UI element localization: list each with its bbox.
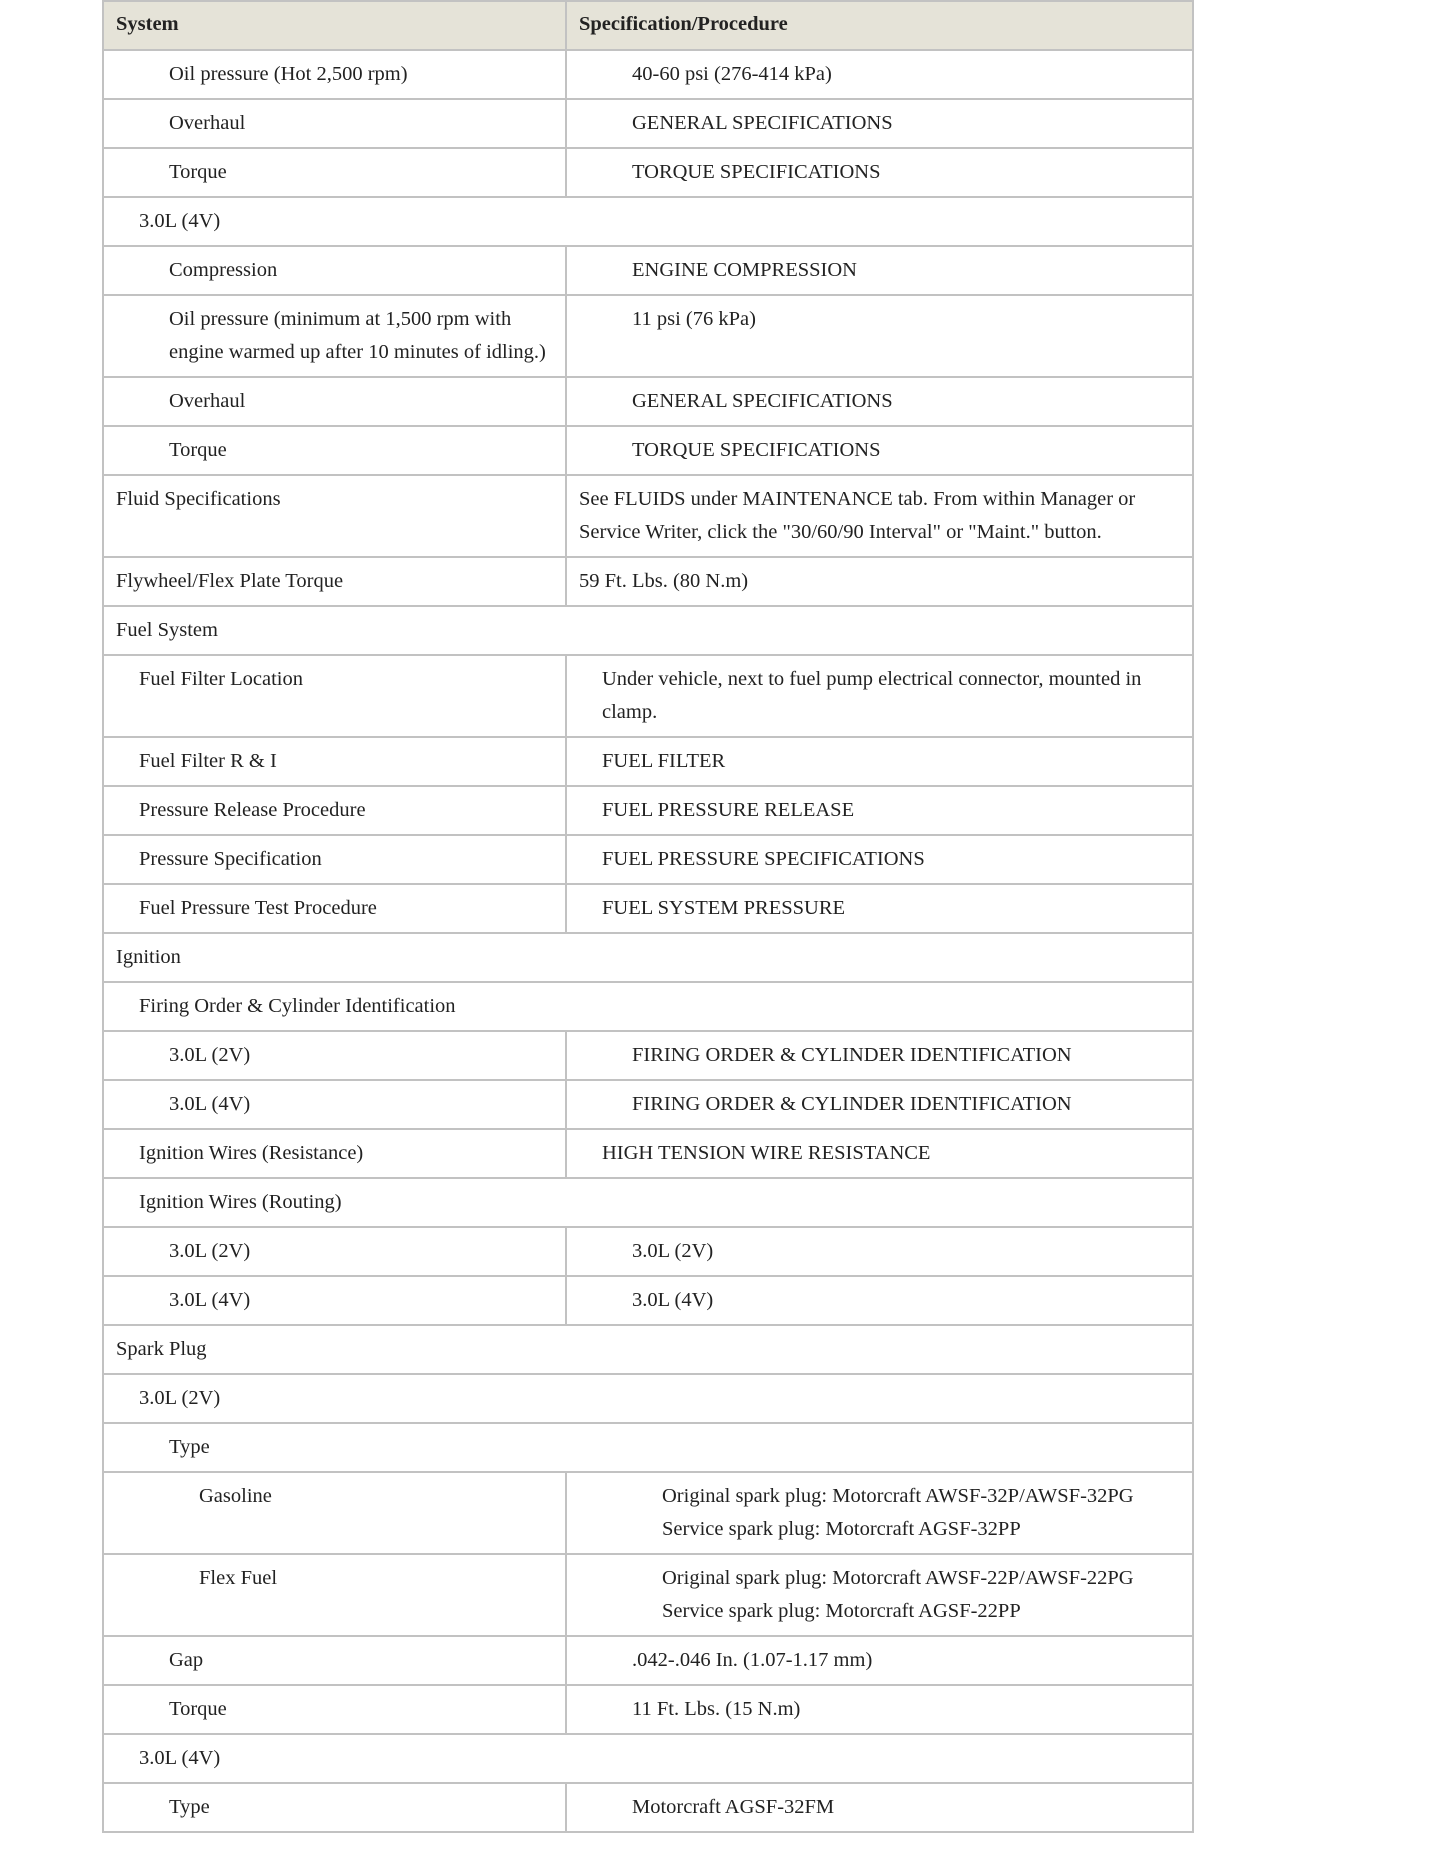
table-row [103,884,1193,933]
section-label: Ignition Wires (Routing) [103,1178,1193,1227]
section-label: Type [103,1423,1193,1472]
table-row [103,737,1193,786]
section-label: 3.0L (4V) [103,1734,1193,1783]
specification-cell: FIRING ORDER & CYLINDER IDENTIFICATION [566,1080,1193,1129]
system-cell: Fuel Pressure Test Procedure [103,884,566,933]
table-section-row [103,933,1193,982]
table-row [103,1080,1193,1129]
table-row [103,557,1193,606]
table-row [103,246,1193,295]
specification-cell: HIGH TENSION WIRE RESISTANCE [566,1129,1193,1178]
specification-cell: 59 Ft. Lbs. (80 N.m) [566,557,1193,606]
table-row [103,655,1193,737]
specification-cell: .042-.046 In. (1.07-1.17 mm) [566,1636,1193,1685]
system-cell: Gap [103,1636,566,1685]
specification-cell: FUEL PRESSURE RELEASE [566,786,1193,835]
table-row [103,295,1193,377]
table-row [103,1685,1193,1734]
table-section-row [103,197,1193,246]
column-header-specification: Specification/Procedure [566,1,1193,50]
table-row [103,1472,1193,1554]
table-section-row [103,1374,1193,1423]
section-label: Spark Plug [103,1325,1193,1374]
system-cell: Overhaul [103,99,566,148]
table-section-row [103,982,1193,1031]
section-label: 3.0L (2V) [103,1374,1193,1423]
section-label: Firing Order & Cylinder Identification [103,982,1193,1031]
section-label: 3.0L (4V) [103,197,1193,246]
section-label: Ignition [103,933,1193,982]
table-row [103,786,1193,835]
specification-cell: See FLUIDS under MAINTENANCE tab. From within Manager or Service Writer, click the "30/60/90 Interval" or "Maint." button. [566,475,1193,557]
table-row [103,1636,1193,1685]
table-section-row [103,1178,1193,1227]
table-row [103,148,1193,197]
table-row [103,377,1193,426]
specification-cell: FIRING ORDER & CYLINDER IDENTIFICATION [566,1031,1193,1080]
system-cell: Type [103,1783,566,1832]
specification-cell: TORQUE SPECIFICATIONS [566,148,1193,197]
table-row [103,1031,1193,1080]
specification-cell: 3.0L (2V) [566,1227,1193,1276]
system-cell: Torque [103,1685,566,1734]
system-cell: Torque [103,148,566,197]
specification-cell: ENGINE COMPRESSION [566,246,1193,295]
table-header-row [103,1,1193,50]
system-cell: Fuel Filter R & I [103,737,566,786]
specification-cell: FUEL SYSTEM PRESSURE [566,884,1193,933]
table-body [103,50,1193,1832]
table-section-row [103,1325,1193,1374]
system-cell: Torque [103,426,566,475]
system-cell: 3.0L (4V) [103,1276,566,1325]
system-cell: Oil pressure (Hot 2,500 rpm) [103,50,566,99]
specification-cell: GENERAL SPECIFICATIONS [566,377,1193,426]
table-section-row [103,606,1193,655]
table-row [103,426,1193,475]
specification-cell: FUEL FILTER [566,737,1193,786]
system-cell: Gasoline [103,1472,566,1554]
specification-cell: Motorcraft AGSF-32FM [566,1783,1193,1832]
table-row [103,50,1193,99]
specification-cell: Under vehicle, next to fuel pump electrical connector, mounted in clamp. [566,655,1193,737]
table-row [103,99,1193,148]
specification-cell: TORQUE SPECIFICATIONS [566,426,1193,475]
specification-cell: FUEL PRESSURE SPECIFICATIONS [566,835,1193,884]
system-cell: Compression [103,246,566,295]
system-cell: Oil pressure (minimum at 1,500 rpm with engine warmed up after 10 minutes of idling.) [103,295,566,377]
system-cell: Overhaul [103,377,566,426]
system-cell: Fuel Filter Location [103,655,566,737]
system-cell: 3.0L (2V) [103,1227,566,1276]
table-row [103,835,1193,884]
table-section-row [103,1734,1193,1783]
column-header-system: System [103,1,566,50]
table-row [103,1227,1193,1276]
table-section-row [103,1423,1193,1472]
system-cell: Flywheel/Flex Plate Torque [103,557,566,606]
specification-cell: Original spark plug: Motorcraft AWSF-22P/AWSF-22PG Service spark plug: Motorcraft AGSF-22PP [566,1554,1193,1636]
system-cell: 3.0L (2V) [103,1031,566,1080]
table-row [103,1783,1193,1832]
specification-cell: 11 Ft. Lbs. (15 N.m) [566,1685,1193,1734]
system-cell: Ignition Wires (Resistance) [103,1129,566,1178]
table-row [103,1554,1193,1636]
table-row [103,475,1193,557]
specification-cell: 11 psi (76 kPa) [566,295,1193,377]
table-row [103,1276,1193,1325]
specification-cell: 3.0L (4V) [566,1276,1193,1325]
table-row [103,1129,1193,1178]
specification-cell: 40-60 psi (276-414 kPa) [566,50,1193,99]
system-cell: Pressure Release Procedure [103,786,566,835]
specification-cell: Original spark plug: Motorcraft AWSF-32P/AWSF-32PG Service spark plug: Motorcraft AGSF-32PP [566,1472,1193,1554]
system-cell: Fluid Specifications [103,475,566,557]
system-cell: Pressure Specification [103,835,566,884]
system-cell: Flex Fuel [103,1554,566,1636]
specification-cell: GENERAL SPECIFICATIONS [566,99,1193,148]
spec-table [102,0,1194,1833]
section-label: Fuel System [103,606,1193,655]
system-cell: 3.0L (4V) [103,1080,566,1129]
